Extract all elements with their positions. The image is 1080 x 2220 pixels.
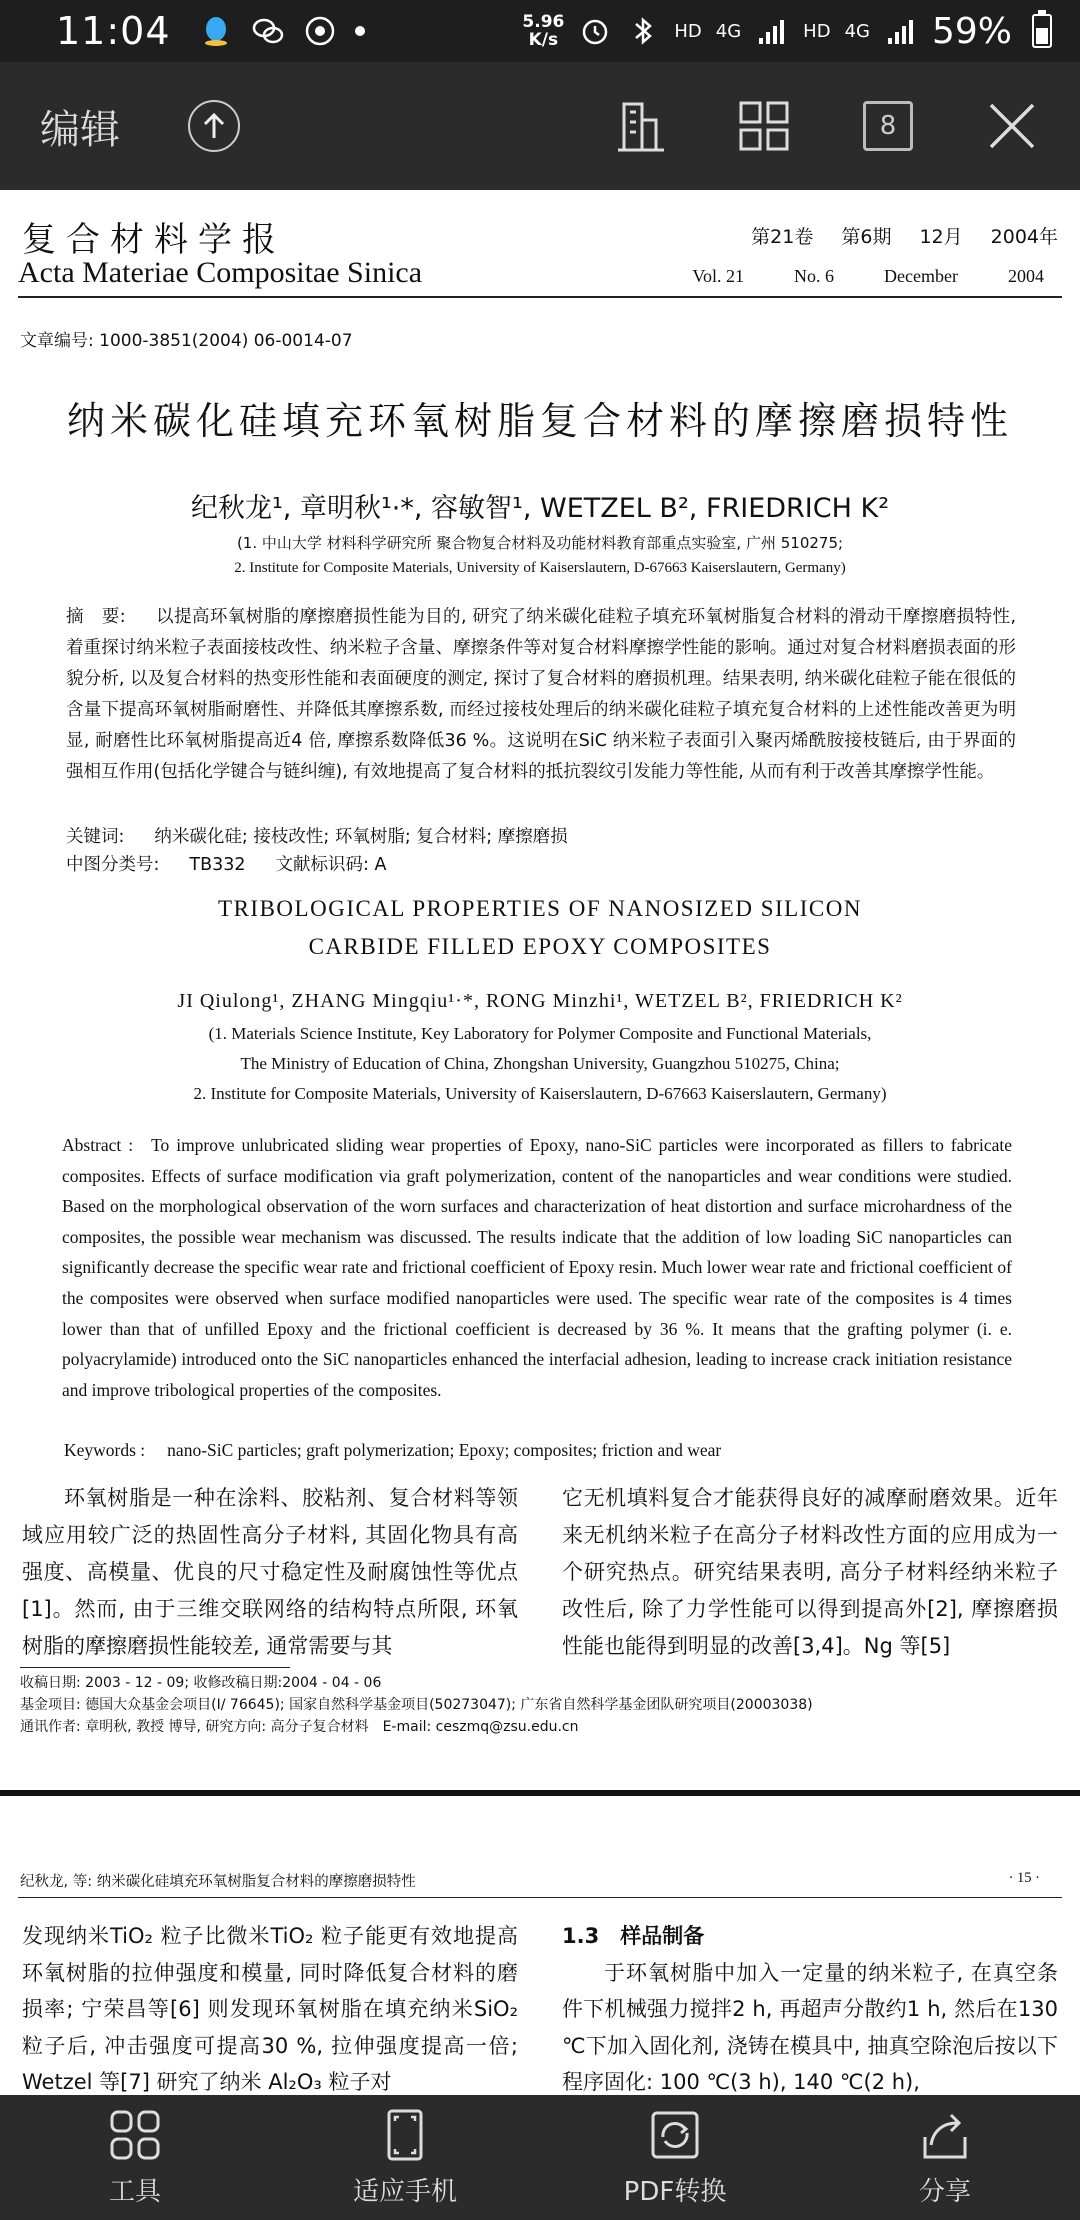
close-icon — [987, 101, 1037, 151]
hd-label-1: HD — [674, 20, 702, 42]
pdf-convert-label: PDF转换 — [623, 2177, 727, 2207]
journal-name-en: Acta Materiae Compositae Sinica — [18, 256, 423, 289]
article-number: 文章编号: 1000-3851(2004) 06-0014-07 — [20, 331, 353, 351]
abstract-en-label: Abstract : — [62, 1135, 134, 1155]
year-cn: 2004年 — [990, 226, 1058, 248]
footnote-received: 收稿日期: 2003 - 12 - 09; 收修改稿日期:2004 - 04 - 06 — [20, 1675, 382, 1691]
alarm-icon — [578, 14, 612, 48]
more-notifications-dot — [355, 26, 365, 36]
page-2 — [0, 1796, 1080, 2095]
doc-code-value: A — [374, 855, 387, 875]
building-icon — [612, 98, 668, 154]
edit-button[interactable]: 编辑 — [40, 106, 120, 153]
signal-icon-2 — [884, 14, 918, 48]
network-speed — [522, 13, 564, 49]
grid-icon — [737, 99, 791, 153]
month-cn: 12月 — [919, 226, 963, 248]
volume-en: Vol. 21 — [692, 266, 745, 286]
clc-label: 中图分类号: — [66, 855, 160, 875]
fit-phone-button[interactable] — [295, 2107, 515, 2208]
footnote-rule — [20, 1667, 290, 1668]
page2-column-left: 发现纳米TiO₂ 粒子比微米TiO₂ 粒子能更有效地提高环氧树脂的拉伸强度和模量, 同时降低复合材料的磨损率; 宁荣昌等[6] 则发现环氧树脂在填充纳米SiO₂ 粒子后, 冲击强度可提高30 %, 拉伸强度提高一倍; Wetzel 等[7] 研究了纳米 Al₂O₃ 粒子对 — [22, 1924, 518, 2094]
close-button[interactable] — [984, 98, 1040, 154]
affiliation-cn-1: (1. 中山大学 材料科学研究所 聚合物复合材料及功能材料教育部重点实验室, 广州 510275; — [236, 534, 844, 552]
arrow-up-icon — [201, 112, 227, 140]
body-column-left: 环氧树脂是一种在涂料、胶粘剂、复合材料等领域应用较广泛的热固性高分子材料, 其固化物具有高强度、高模量、优良的尺寸稳定性及耐腐蚀性等优点[1]。然而, 由于三维交联网络的结构特点所限, 环氧树脂的摩擦磨损性能较差, 通常需要与其 — [22, 1486, 518, 1658]
share-label: 分享 — [918, 2177, 971, 2207]
document-viewport[interactable] — [0, 190, 1080, 2095]
wechat-icon — [251, 14, 285, 48]
title-cn: 纳米碳化硅填充环氧树脂复合材料的摩擦磨损特性 — [66, 399, 1013, 443]
network-type-1: 4G — [715, 20, 742, 42]
bottom-action-bar — [0, 2095, 1080, 2220]
month-en: December — [884, 266, 958, 286]
journal-name-cn: 复合材料学报 — [22, 220, 286, 260]
keywords-cn-label: 关键词: — [66, 827, 125, 847]
speed-value: 5.96 — [522, 12, 565, 32]
network-type-2: 4G — [844, 20, 870, 42]
issue-en: No. 6 — [794, 266, 835, 286]
tools-label: 工具 — [108, 2177, 161, 2207]
grid-view-button[interactable] — [736, 98, 792, 154]
abstract-en-text: To improve unlubricated sliding wear properties of Epoxy, nano-SiC particles were incorporated as fillers to fabricate composites. Effects of surface modification via graft polymerization, content of the nanoparticles and wear conditions were studied. Based on the morphological observation of the worn surfaces and characterization of heat distortion and surface microhardness of the composites, the possible wear mechanism was discussed. The results indicate that the addition of low loading SiC nanoparticles can significantly decrease the specific wear rate and frictional coefficient of Epoxy resin. Much lower wear rate and frictional coefficient of the composites were observed when surface modified nanoparticles were used. The specific wear rate of the composites is 4 times lower than that of unfilled Epoxy and the frictional coefficient is decreased by 36 %. It means that the grafting polymer (i. e. polyacrylamide) introduced onto the SiC nanoparticles enhanced the interfacial adhesion, leading to increase crack initiation resistance and improve tribological properties of the composites. — [62, 1135, 1012, 1400]
signal-icon-1 — [755, 14, 789, 48]
bluetooth-icon — [626, 14, 660, 48]
body-column-right: 它无机填料复合才能获得良好的减摩耐磨效果。近年来无机纳米粒子在高分子材料改性方面的应用成为一个研究热点。研究结果表明, 高分子材料经纳米粒子改性后, 除了力学性能可以得到提高外[2], 摩擦磨损性能也能得到明显的改善[3,4]。Ng 等[5] — [562, 1486, 1058, 1658]
system-indicators — [522, 11, 1052, 52]
fit-phone-label: 适应手机 — [352, 2177, 457, 2207]
title-en-line-1: TRIBOLOGICAL PROPERTIES OF NANOSIZED SILICON — [218, 896, 862, 921]
authors-en: JI Qiulong¹, ZHANG Mingqiu¹·*, RONG Minzhi¹, WETZEL B², FRIEDRICH K² — [177, 990, 903, 1012]
affiliation-cn-2: 2. Institute for Composite Materials, University of Kaiserslautern, D-67663 Kaiserslautern, Germany) — [234, 560, 846, 576]
doc-code-label: 文献标识码: — [275, 855, 369, 875]
page-count-button[interactable] — [860, 98, 916, 154]
scroll-top-button[interactable] — [188, 100, 240, 152]
authors-cn: 纪秋龙¹, 章明秋¹·*, 容敏智¹, WETZEL B², FRIEDRICH K² — [190, 493, 890, 524]
keywords-cn — [66, 822, 568, 853]
affiliation-en-3: 2. Institute for Composite Materials, University of Kaiserslautern, D-67663 Kaiserslautern, Germany) — [193, 1084, 887, 1103]
battery-icon — [1032, 14, 1052, 48]
status-bar — [0, 0, 1080, 62]
share-icon — [917, 2107, 973, 2163]
issue-cn: 第6期 — [841, 226, 892, 248]
abstract-cn-text: 以提高环氧树脂的摩擦磨损性能为目的, 研究了纳米碳化硅粒子填充环氧树脂复合材料的滑动干摩擦磨损特性, 着重探讨纳米粒子表面接枝改性、纳米粒子含量、摩擦条件等对复合材料摩擦学性能的影响。通过对复合材料磨损表面的形貌分析, 以及复合材料的热变形性能和表面硬度的测定, 探讨了复合材料的磨损机理。结果表明, 纳米碳化硅粒子能在很低的含量下提高环氧树脂耐磨性、并降低其摩擦系数, 而经过接枝处理后的纳米碳化硅粒子填充复合材料的上述性能改善更为明显, 耐磨性比环氧树脂提高近4 倍, 摩擦系数降低36 %。这说明在SiC 纳米粒子表面引入聚丙烯酰胺接枝链后, 由于界面的强相互作用(包括化学键合与链纠缠), 有效地提高了复合材料的抵抗裂纹引发能力等性能, 从而有利于改善其摩擦学性能。 — [66, 607, 1017, 782]
affiliation-en-2: The Ministry of Education of China, Zhongshan University, Guangzhou 510275, China; — [240, 1054, 840, 1073]
page2-column-right — [562, 1918, 1058, 2095]
pdf-convert-icon — [647, 2107, 703, 2163]
abstract-cn-label: 摘 要: — [66, 607, 126, 627]
keywords-cn-text: 纳米碳化硅; 接枝改性; 环氧树脂; 复合材料; 摩擦磨损 — [154, 827, 568, 847]
fit-screen-icon — [377, 2107, 433, 2163]
clc-value: TB332 — [189, 855, 246, 875]
clock: 11:04 — [56, 9, 171, 53]
qq-icon — [199, 14, 233, 48]
page-number: · 15 · — [1008, 1870, 1040, 1886]
footnote-fund: 基金项目: 德国大众基金会项目(I/ 76645); 国家自然科学基金项目(50273047); 广东省自然科学基金团队研究项目(20003038) — [20, 1697, 813, 1713]
running-head: 纪秋龙, 等: 纳米碳化硅填充环氧树脂复合材料的摩擦磨损特性 — [20, 1874, 416, 1890]
footnotes — [20, 1672, 813, 1738]
header-rule — [18, 296, 1062, 298]
footnote-author: 通讯作者: 章明秋, 教授 博导, 研究方向: 高分子复合材料 E-mail: ceszmq@zsu.edu.cn — [20, 1719, 579, 1735]
keywords-en-label: Keywords : — [64, 1440, 146, 1460]
classification-cn — [66, 850, 386, 881]
keywords-en-text: nano-SiC particles; graft polymerization; Epoxy; composites; friction and wear — [167, 1440, 722, 1460]
notification-icons — [199, 14, 365, 48]
share-button[interactable] — [835, 2107, 1055, 2208]
battery-percent: 59% — [931, 10, 1012, 52]
journal-issue-en — [642, 266, 1044, 287]
title-en-line-2: CARBIDE FILLED EPOXY COMPOSITES — [308, 934, 772, 959]
abstract-en — [62, 1130, 1012, 1405]
affiliation-en-1: (1. Materials Science Institute, Key Laboratory for Polymer Composite and Functional Materials, — [208, 1024, 872, 1043]
reading-mode-button[interactable] — [612, 98, 668, 154]
section-heading: 1.3 样品制备 — [562, 1924, 705, 1948]
volume-cn: 第21卷 — [751, 226, 814, 248]
hd-label-2: HD — [803, 20, 831, 42]
tools-grid-icon — [107, 2107, 163, 2163]
app-notification-icon — [303, 14, 337, 48]
keywords-en — [64, 1440, 721, 1461]
speed-unit: K/s — [528, 30, 559, 50]
pdf-convert-button[interactable] — [565, 2107, 785, 2208]
running-head-rule — [18, 1897, 1062, 1898]
page-1 — [0, 190, 1080, 1790]
reader-toolbar — [0, 62, 1080, 190]
abstract-cn — [66, 602, 1016, 788]
tools-button[interactable] — [25, 2107, 245, 2208]
year-en: 2004 — [1008, 266, 1044, 286]
section-text: 于环氧树脂中加入一定量的纳米粒子, 在真空条件下机械强力搅拌2 h, 再超声分散约1 h, 然后在130 ℃下加入固化剂, 浇铸在模具中, 抽真空除泡后按以下程序固化: 100 ℃(3 h), 140 ℃(2 h), — [562, 1960, 1058, 2094]
journal-issue-cn — [723, 222, 1058, 249]
page-count: 8 — [863, 101, 913, 151]
